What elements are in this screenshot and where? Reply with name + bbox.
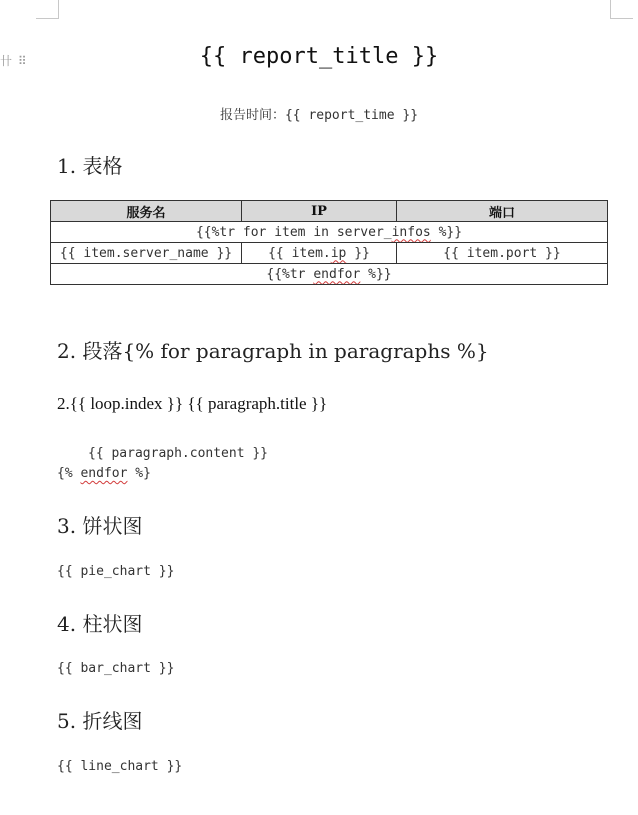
endfor-prefix: {%	[57, 466, 81, 481]
ip-suffix: }}	[346, 245, 370, 261]
line-chart-placeholder[interactable]: {{ line_chart }}	[57, 759, 183, 774]
loop-end-prefix: {{%tr	[266, 266, 314, 282]
table-header-cell[interactable]: 服务名	[51, 201, 242, 222]
paragraph-title[interactable]: 2.{{ loop.index }} {{ paragraph.title }}	[57, 394, 328, 413]
drag-handle-icon[interactable]: 卄 ⠿	[0, 54, 28, 68]
table-loop-start-cell[interactable]	[51, 222, 608, 243]
table-row	[51, 243, 608, 264]
table-cell-port[interactable]: {{ item.port }}	[397, 243, 608, 264]
heading-bar-chart[interactable]: 4. 柱状图	[57, 612, 143, 636]
server-table[interactable]	[50, 200, 608, 285]
table-row	[51, 264, 608, 285]
table-cell-ip[interactable]	[242, 243, 397, 264]
loop-start-suffix: %}}	[430, 224, 463, 240]
crop-mark-top-right	[610, 0, 633, 19]
bar-chart-placeholder[interactable]: {{ bar_chart }}	[57, 661, 175, 676]
table-header-cell[interactable]: IP	[242, 201, 397, 222]
loop-start-prefix: {{%tr for item in server_	[195, 224, 392, 240]
pie-chart-placeholder[interactable]: {{ pie_chart }}	[57, 564, 175, 579]
ip-prefix: {{ item.	[268, 245, 331, 261]
loop-end-suffix: %}}	[360, 266, 392, 282]
table-cell-server-name[interactable]: {{ item.server_name }}	[51, 243, 242, 264]
table-header-row	[51, 201, 608, 222]
heading-paragraphs[interactable]: 2. 段落{% for paragraph in paragraphs %}	[57, 339, 489, 363]
loop-end-word: endfor	[313, 266, 361, 282]
heading-table[interactable]: 1. 表格	[57, 154, 123, 178]
report-title[interactable]: {{ report_title }}	[199, 44, 439, 69]
endfor-tag[interactable]	[57, 466, 151, 481]
table-header-cell[interactable]: 端口	[397, 201, 608, 222]
heading-pie-chart[interactable]: 3. 饼状图	[57, 514, 143, 538]
ip-word: ip	[330, 245, 347, 261]
loop-start-word: infos	[391, 224, 431, 240]
report-time[interactable]: 报告时间：{{ report_time }}	[219, 108, 419, 123]
table-row	[51, 222, 608, 243]
crop-mark-top-left	[36, 0, 59, 19]
endfor-word: endfor	[80, 466, 128, 481]
endfor-suffix: %}	[127, 466, 151, 481]
paragraph-content[interactable]: {{ paragraph.content }}	[88, 446, 269, 461]
heading-line-chart[interactable]: 5. 折线图	[57, 709, 143, 733]
table-loop-end-cell[interactable]	[51, 264, 608, 285]
